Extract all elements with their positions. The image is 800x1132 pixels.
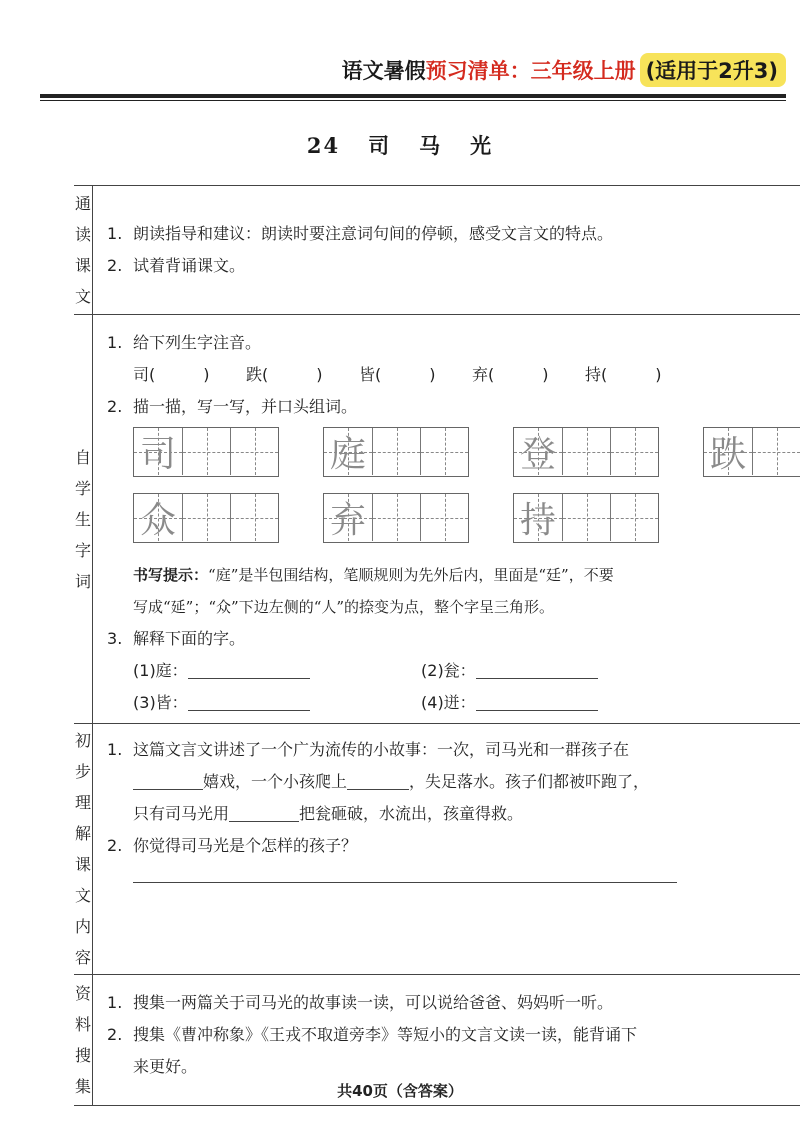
label-line: 资料 (75, 984, 92, 1034)
words-q3: 3. 解释下面的字。 (107, 629, 246, 648)
practice-grid[interactable] (513, 427, 659, 477)
worksheet-table (74, 185, 800, 1106)
pinyin-blank-item[interactable]: 持( ) (585, 365, 662, 384)
label-char: 字 (75, 540, 92, 560)
label-char: 自 (75, 447, 92, 467)
header-title-part1: 语文暑假 (341, 59, 426, 83)
label-char: 词 (75, 571, 92, 591)
practice-grid[interactable] (323, 427, 469, 477)
pinyin-blank-item[interactable]: 跌( ) (246, 365, 323, 384)
label-line: 内容 (75, 917, 92, 967)
understand-q1: 1. 这篇文言文讲述了一个广为流传的小故事：一次，司马光和一群孩子在 (107, 740, 630, 759)
page-footer: 共40页（含答案） (337, 1082, 463, 1100)
collect-item-2: 2. 搜集《曹冲称象》《王戎不取道旁李》等短小的文言文读一读，能背诵下 (107, 1025, 638, 1044)
section-understand (74, 724, 800, 975)
explain-row-1 (107, 655, 800, 687)
writing-tip-line2: 写成“延”；“众”下边左侧的“人”的捺变为点，整个字呈三角形。 (133, 598, 555, 616)
section-read (74, 186, 800, 315)
explain-blank[interactable] (188, 692, 310, 711)
practice-grid[interactable] (703, 427, 800, 477)
lesson-number: 24 (306, 133, 341, 158)
label-char: 课 (75, 256, 92, 275)
pinyin-blanks (107, 359, 800, 391)
lesson-title-char: 司 (368, 133, 392, 158)
label-char: 文 (75, 287, 92, 306)
lesson-title (0, 130, 800, 160)
explain-blank[interactable] (476, 692, 598, 711)
understand-q1-line2: 嬉戏，一个小孩爬上 ，失足落水。孩子们都被吓跑了， (107, 766, 800, 798)
label-line: 初步 (75, 731, 92, 781)
page-header (342, 52, 786, 88)
practice-grid[interactable] (323, 493, 469, 543)
practice-grid-row-1 (133, 427, 800, 483)
explain-item: (3)皆： (133, 693, 188, 712)
words-q2: 2. 描一描，写一写，并口头组词。 (107, 397, 358, 416)
practice-grid[interactable] (133, 427, 279, 477)
pinyin-blank-item[interactable]: 皆( ) (359, 365, 436, 384)
label-char: 生 (75, 509, 92, 529)
header-rule-thick (40, 94, 786, 98)
answer-line-wrap (107, 862, 800, 892)
pinyin-blank-item[interactable]: 司( ) (133, 365, 210, 384)
fill-blank[interactable] (229, 803, 299, 822)
practice-grid[interactable] (513, 493, 659, 543)
header-grade-badge: (适用于2升3) (640, 53, 786, 87)
read-item-1: 1. 朗读指导和建议：朗读时要注意词句间的停顿，感受文言文的特点。 (107, 224, 614, 243)
lesson-title-char: 马 (419, 133, 443, 158)
lesson-title-char: 光 (470, 133, 494, 158)
pinyin-blank-item[interactable]: 弃( ) (472, 365, 549, 384)
answer-line[interactable] (133, 862, 677, 883)
section-words (74, 315, 800, 724)
label-char: 读 (75, 225, 92, 244)
trace-char: 持 (520, 500, 557, 541)
label-line: 理解 (75, 793, 92, 843)
explain-row-2 (107, 687, 800, 719)
writing-tip: 书写提示：“庭”是半包围结构，笔顺规则为先外后内，里面是“廷”，不要 (133, 566, 614, 584)
understand-q2: 2. 你觉得司马光是个怎样的孩子？ (107, 836, 358, 855)
section-label-words (74, 315, 93, 724)
collect-item-2-cont: 来更好。 (133, 1057, 198, 1076)
fill-blank[interactable] (347, 771, 409, 790)
trace-char: 司 (140, 434, 177, 475)
understand-q1-line3: 只有司马光用 把瓮砸破，水流出，孩童得救。 (133, 804, 524, 823)
label-line: 搜集 (75, 1046, 92, 1096)
trace-char: 跌 (710, 434, 747, 475)
read-item-2: 2. 试着背诵课文。 (107, 256, 246, 275)
collect-item-1: 1. 搜集一两篇关于司马光的故事读一读，可以说给爸爸、妈妈听一听。 (107, 993, 614, 1012)
practice-grid-row-2 (133, 493, 800, 549)
trace-char: 庭 (330, 434, 367, 475)
section-label-understand (74, 724, 93, 975)
fill-blank[interactable] (133, 771, 203, 790)
trace-char: 众 (140, 500, 177, 541)
practice-grid[interactable] (133, 493, 279, 543)
label-line: 课文 (75, 855, 92, 905)
header-rule-thin (40, 100, 786, 101)
header-title-part2: 预习清单：三年级上册 (425, 59, 636, 83)
label-char: 通 (75, 194, 92, 213)
explain-item: (2)瓮： (421, 661, 476, 680)
explain-blank[interactable] (188, 660, 310, 679)
explain-blank[interactable] (476, 660, 598, 679)
explain-item: (1)庭： (133, 661, 188, 680)
explain-item: (4)迸： (421, 693, 476, 712)
label-char: 学 (75, 478, 92, 498)
words-q1: 1. 给下列生字注音。 (107, 333, 262, 352)
trace-char: 登 (520, 434, 557, 475)
trace-char: 弃 (330, 500, 367, 541)
section-label-read (74, 186, 93, 315)
